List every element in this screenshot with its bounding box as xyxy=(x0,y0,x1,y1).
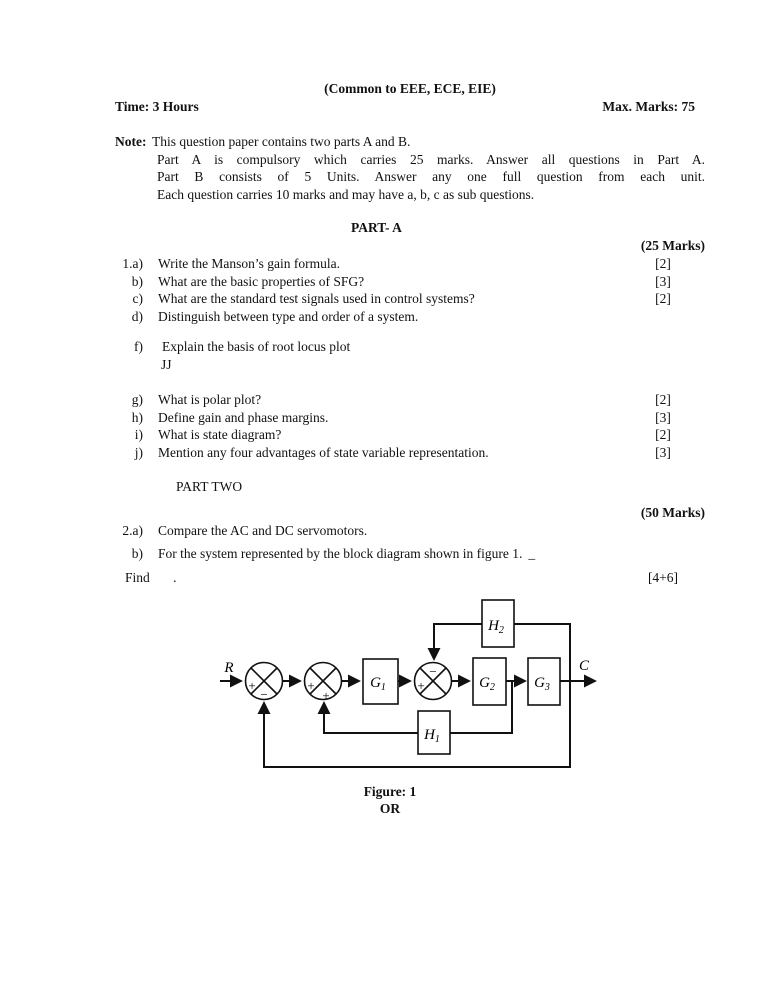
input-signal-label: R xyxy=(224,660,234,676)
question-text: Define gain and phase margins. xyxy=(158,409,329,425)
question-row xyxy=(115,290,705,308)
question-label: c) xyxy=(132,291,143,306)
question-marks: [2] xyxy=(655,256,671,271)
note-label: Note: xyxy=(115,134,147,149)
question-text: What is polar plot? xyxy=(158,392,262,407)
block-h2 xyxy=(482,600,514,647)
question-label: d) xyxy=(131,308,143,324)
question-text: Write the Manson’s gain formula. xyxy=(158,256,341,271)
summing-junction-3 xyxy=(415,663,452,700)
note-line: Part A is compulsory which carries 25 marks. Answer all questions in Part A. xyxy=(157,151,705,167)
question-row xyxy=(115,522,705,540)
max-marks: Max. Marks: 75 xyxy=(602,99,695,114)
question-label xyxy=(115,356,143,374)
summing-junction-2 xyxy=(305,663,342,704)
block-h1 xyxy=(418,711,450,754)
note-line: Part B consists of 5 Units. Answer any one full question from each unit. xyxy=(157,169,705,184)
find-text: Find xyxy=(125,570,150,585)
sum3-minus-sign: − xyxy=(429,664,437,679)
question-marks: [3] xyxy=(655,273,671,289)
sum1-minus-sign: − xyxy=(260,687,268,702)
h2-subscript: 2 xyxy=(498,625,504,636)
h1-feedback-into-sum2 xyxy=(324,703,418,733)
part-b-total-marks: (50 Marks) xyxy=(640,505,705,520)
note-line: This question paper contains two parts A and B. xyxy=(152,134,411,149)
question-label: b) xyxy=(131,273,143,289)
question-row xyxy=(115,338,705,356)
g1-label: G xyxy=(370,675,381,691)
question-marks: [4+6] xyxy=(647,570,679,585)
time-marks-row xyxy=(115,98,705,116)
h1-label: H xyxy=(424,727,435,743)
question-label: f) xyxy=(134,339,143,354)
question-label: i) xyxy=(134,427,143,442)
or-separator: OR xyxy=(379,801,401,816)
question-row xyxy=(115,255,705,273)
question-row xyxy=(115,444,705,462)
sum3-plus-sign: + xyxy=(417,678,425,693)
question-row xyxy=(115,545,705,563)
part-b-title: PART TWO xyxy=(176,479,243,494)
question-label: j) xyxy=(134,444,143,460)
question-text: What is state diagram? xyxy=(158,427,282,442)
question-text: What are the standard test signals used in control systems? xyxy=(158,291,475,306)
question-label: g) xyxy=(131,392,143,407)
g2-subscript: 2 xyxy=(489,682,495,693)
question-text-suffix: _ xyxy=(528,546,536,561)
part-a-total-marks: (25 Marks) xyxy=(640,238,705,253)
find-row xyxy=(115,569,705,587)
question-label: b) xyxy=(131,546,143,561)
question-label: h) xyxy=(131,409,143,425)
question-text: Distinguish between type and order of a system. xyxy=(158,308,419,324)
output-signal-label: C xyxy=(578,658,590,674)
h2-label: H xyxy=(488,618,499,634)
block-g1 xyxy=(363,659,398,704)
question-row xyxy=(115,409,705,427)
question-marks: [2] xyxy=(655,427,671,442)
sum2-plus-left-sign: + xyxy=(307,678,315,693)
question-text: JJ xyxy=(161,356,172,372)
question-row xyxy=(115,426,705,444)
sum1-plus-sign: + xyxy=(248,678,256,693)
question-text: Compare the AC and DC servomotors. xyxy=(158,523,368,538)
note-line: Each question carries 10 marks and may have a, b, c as sub questions. xyxy=(157,186,535,202)
question-label: 2.a) xyxy=(122,523,143,538)
g3-subscript: 3 xyxy=(544,682,550,693)
question-marks: [3] xyxy=(655,444,671,460)
block-g3 xyxy=(528,658,560,705)
figure-caption: Figure: 1 xyxy=(363,784,417,799)
question-text: What are the basic properties of SFG? xyxy=(158,273,365,289)
question-row xyxy=(115,356,705,374)
note-block xyxy=(115,133,705,203)
part-a-title: PART- A xyxy=(351,220,402,235)
question-text: For the system represented by the block diagram shown in figure 1. xyxy=(158,546,523,561)
block-g2 xyxy=(473,658,506,705)
sum2-plus-bottom-sign: + xyxy=(322,688,330,703)
question-marks: [2] xyxy=(655,392,671,407)
question-text: Mention any four advantages of state variable representation. xyxy=(158,444,489,460)
g1-subscript: 1 xyxy=(380,682,386,693)
h2-feedback-into-sum3 xyxy=(434,624,482,659)
time-allowed: Time: 3 Hours xyxy=(115,99,199,114)
g2-label: G xyxy=(479,675,490,691)
question-marks: [2] xyxy=(655,291,671,306)
question-text: Explain the basis of root locus plot xyxy=(162,339,351,354)
find-dot: . xyxy=(173,570,177,585)
question-label: 1.a) xyxy=(122,256,143,271)
block-diagram-figure xyxy=(200,590,620,790)
common-branches-line: (Common to EEE, ECE, EIE) xyxy=(324,81,496,96)
h1-subscript: 1 xyxy=(434,734,440,745)
question-row xyxy=(115,391,705,409)
summing-junction-1 xyxy=(246,663,283,703)
question-row xyxy=(115,273,705,291)
question-row xyxy=(115,308,705,326)
g3-label: G xyxy=(534,675,545,691)
question-marks: [3] xyxy=(655,409,671,425)
